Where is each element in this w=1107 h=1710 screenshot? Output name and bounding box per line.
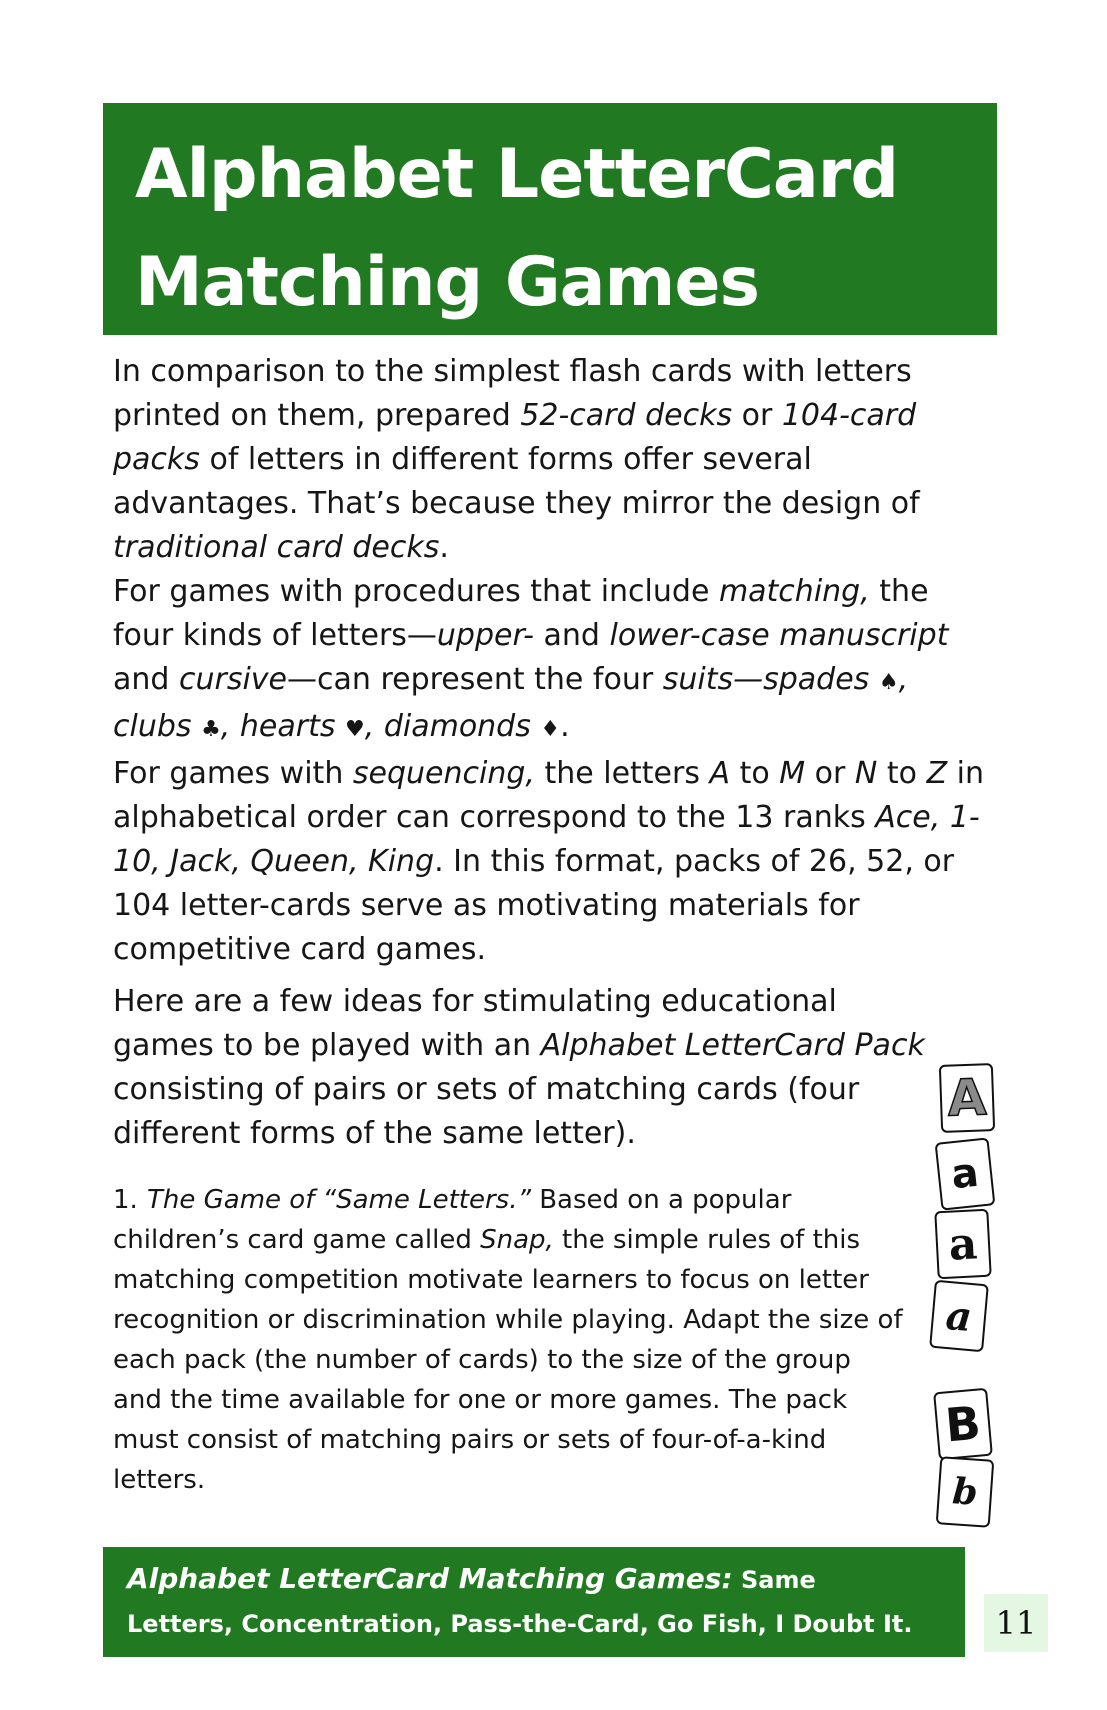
ideas-paragraph: Here are a few ideas for stimulating educational games to be played with an Alphabet LetterCard Pack consisting of pairs or sets of matching cards (four different forms of the same letter).: [113, 984, 925, 1151]
letter-card-icon: A: [939, 1063, 995, 1133]
page-title-line-2: Matching Games: [135, 243, 759, 322]
letter-card-icon: B: [933, 1388, 993, 1460]
footer-title: Alphabet LetterCard Matching Games: Same: [127, 1562, 816, 1595]
list-item-title: The Game of “Same Letters.”: [147, 1185, 531, 1215]
letter-cards-illustration: [928, 1060, 1004, 1530]
letter-card-icon: a: [935, 1137, 996, 1210]
list-item: 1. The Game of “Same Letters.” Based on a popular children’s card game called Snap, the simple rules of this matching competition motivate learners to focus on letter recognition or discrimination while playing. Adapt the size of each pack (the number of cards) to the size of the group and the time available for one or more games. The pack must consist of matching pairs or sets of four-of-a-kind letters.: [113, 1180, 903, 1500]
letter-card-icon: a: [929, 1280, 989, 1352]
club-icon: ♣: [201, 717, 221, 742]
intro-section: [113, 350, 993, 972]
spade-icon: ♠: [878, 670, 899, 695]
intro-paragraph-3: For games with sequencing, the letters A to M or N to Z in alphabetical order can correspond to the 13 ranks Ace, 1-10, Jack, Queen, King. In this format, packs of 26, 52, or 104 letter-cards serve as motivating materials for competitive card games.: [113, 756, 985, 967]
intro-paragraph-2: For games with procedures that include matching, the four kinds of letters—upper- and lower-case manuscript and cursive—can represent the four suits—spades ♠, clubs ♣, hearts ♥, diamonds ♦.: [113, 574, 949, 744]
letter-card-icon: b: [936, 1456, 995, 1528]
footer-banner: [103, 1547, 965, 1657]
page-title-line-1: Alphabet LetterCard: [135, 135, 898, 214]
page-number: 11: [984, 1594, 1048, 1652]
footer-games-list: Letters, Concentration, Pass-the-Card, Go Fish, I Doubt It.: [127, 1610, 913, 1638]
intro-paragraph-1: In comparison to the simplest flash cards with letters printed on them, prepared 52-card decks or 104-card packs of letters in different forms offer several advantages. That’s because they mirror the design of traditional card decks.: [113, 354, 920, 565]
letter-card-icon: a: [934, 1209, 991, 1280]
title-banner: [103, 103, 997, 335]
heart-icon: ♥: [345, 717, 365, 742]
diamond-icon: ♦: [540, 717, 561, 742]
list-number: 1.: [113, 1185, 138, 1215]
